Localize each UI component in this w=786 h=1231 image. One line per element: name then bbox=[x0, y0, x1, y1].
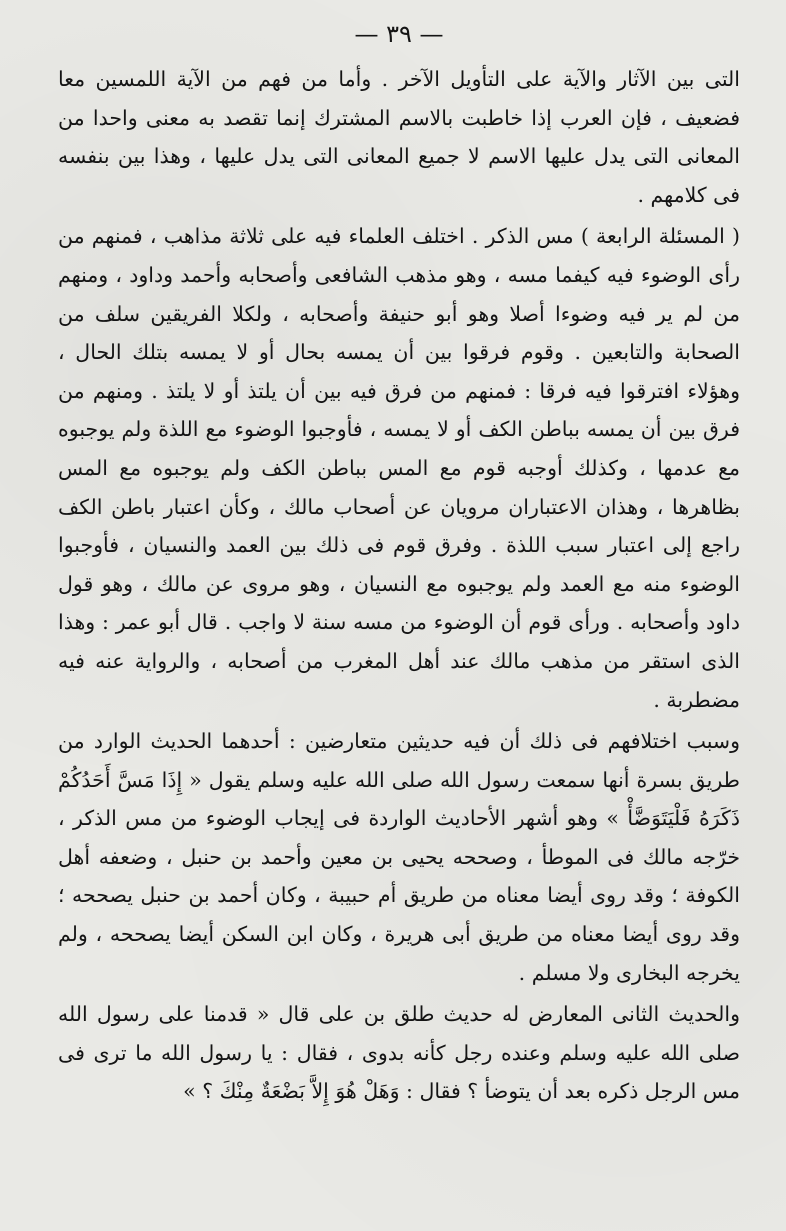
paragraph-3: وسبب اختلافهم فى ذلك أن فيه حديثين متعارضين : أحدهما الحديث الوارد من طريق بسرة أنها سمعت رسول الله صلى الله عليه وسلم يقول « إِذَا مَسَّ أَحَدُكُمْ ذَكَرَهُ فَلْيَتَوَضَّأْ » وهو أشهر الأحاديث الواردة فى إيجاب الوضوء من مس الذكر ، خرّجه مالك فى الموطأ ، وصححه يحيى بن معين وأحمد بن حنبل ، وضعفه أهل الكوفة ؛ وقد روى أيضا معناه من طريق أم حبيبة ، وكان أحمد بن حنبل يصححه ؛ وقد روى أيضا معناه من طريق أبى هريرة ، وكان ابن السكن أيضا يصححه ، ولم يخرجه البخارى ولا مسلم . bbox=[58, 729, 740, 985]
paragraph-2: ( المسئلة الرابعة ) مس الذكر . اختلف العلماء فيه على ثلاثة مذاهب ، فمنهم من رأى الوضوء فيه كيفما مسه ، وهو مذهب الشافعى وأصحابه وأحمد وداود ، ومنهم من لم ير فيه وضوءا أصلا وهو أبو حنيفة وأصحابه ، ولكلا الفريقين سلف من الصحابة والتابعين . وقوم فرقوا بين أن يمسه بحال أو لا يمسه بتلك الحال ، وهؤلاء افترقوا فيه فرقا : فمنهم من فرق فيه بين أن يلتذ أو لا يلتذ . ومنهم من فرق بين أن يمسه بباطن الكف أو لا يمسه ، فأوجبوا الوضوء مع اللذة ولم يوجبوه مع عدمها ، وكذلك أوجبه قوم مع المس بباطن الكف ولم يوجبوه مع المس بظاهرها ، وهذان الاعتباران مرويان عن أصحاب مالك ، وكأن اعتبار باطن الكف راجع إلى اعتبار سبب اللذة . وفرق قوم فى ذلك بين العمد والنسيان ، فأوجبوا الوضوء منه مع العمد ولم يوجبوه مع النسيان ، وهو مروى عن مالك ، وهو قول داود وأصحابه . ورأى قوم أن الوضوء من مسه سنة لا واجب . قال أبو عمر : وهذا الذى استقر من مذهب مالك عند أهل المغرب من أصحابه ، والرواية عنه فيه مضطربة . bbox=[58, 224, 740, 712]
paragraph-1: التى بين الآثار والآية على التأويل الآخر . وأما من فهم من الآية اللمسين معا فضعيف ، فإن العرب إذا خاطبت بالاسم المشترك إنما تقصد به معنى واحدا من المعانى التى يدل عليها الاسم لا جميع المعانى التى يدل عليها ، وهذا بين بنفسه فى كلامهم . bbox=[58, 67, 740, 207]
page-number: — ٣٩ — bbox=[354, 20, 444, 48]
page-body bbox=[58, 60, 740, 1111]
paragraph-4: والحديث الثانى المعارض له حديث طلق بن على قال « قدمنا على رسول الله صلى الله عليه وسلم وعنده رجل كأنه بدوى ، فقال : يا رسول الله ما ترى فى مس الرجل ذكره بعد أن يتوضأ ؟ فقال : وَهَلْ هُوَ إِلاَّ بَضْعَةٌ مِنْكَ ؟ » bbox=[58, 1002, 740, 1104]
